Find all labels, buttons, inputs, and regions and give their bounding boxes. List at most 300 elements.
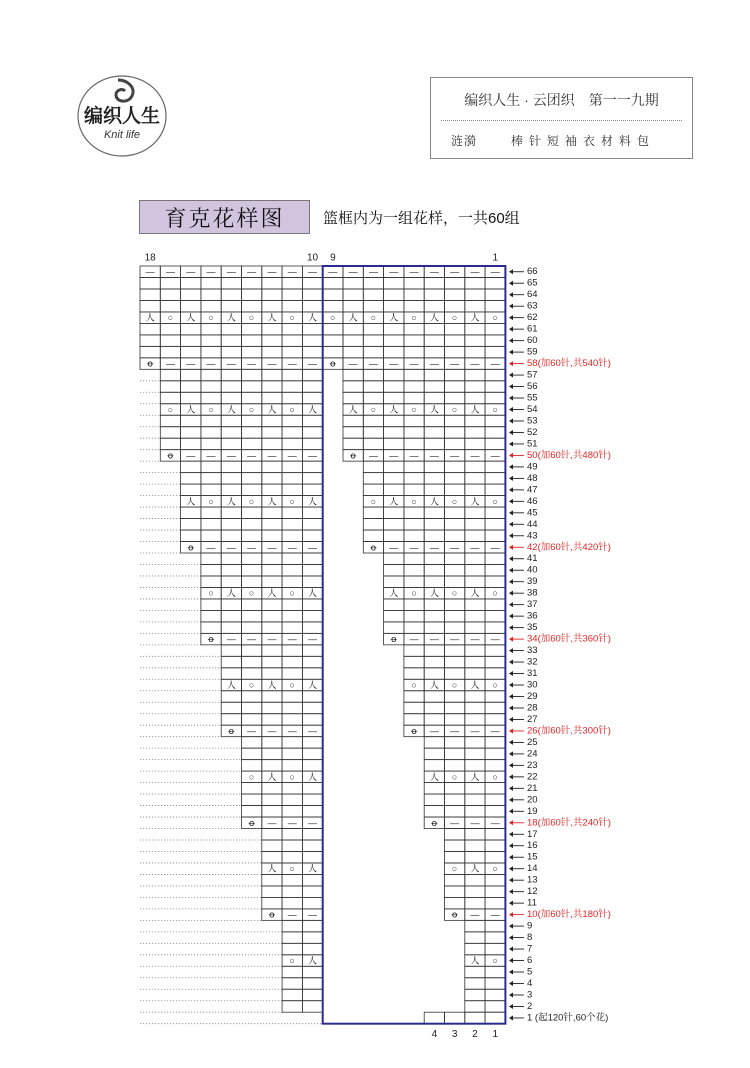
yarn-over-symbol: ○ [370,312,377,323]
chart-cell [242,323,262,334]
chart-cell [445,300,465,311]
chart-cell [363,392,383,403]
chart-cell [262,576,282,587]
chart-cell [262,427,282,438]
purl-symbol: — [247,634,257,645]
k2tog-symbol: 人 [470,312,480,323]
purl-symbol: — [287,725,297,736]
purl-symbol: — [165,358,175,369]
row-label: 50(加60针,共480针) [527,449,611,461]
purl-symbol: — [470,817,480,828]
chart-cell [221,438,241,449]
k2tog-symbol: 人 [389,588,399,599]
chart-cell [181,507,201,518]
chart-cell [465,599,485,610]
row-label: 61 [527,323,538,335]
yarn-over-symbol: ○ [248,312,255,323]
chart-cell [242,381,262,392]
chart-cell [363,300,383,311]
chart-cell [445,622,465,633]
purl-symbol: — [206,450,216,461]
chart-cell [404,289,424,300]
chart-cell [384,599,404,610]
purl-symbol: — [206,542,216,553]
chart-cell [181,392,201,403]
yarn-over-symbol: ○ [289,404,295,415]
chart-cell [485,829,505,840]
yarn-over-symbol: ○ [208,312,214,323]
chart-cell [445,691,465,702]
chart-cell [181,473,201,484]
chart-cell [282,484,302,495]
chart-cell [363,484,383,495]
chart-cell [262,300,282,311]
chart-cell [485,691,505,702]
chart-cell [160,335,180,346]
yarn-over-symbol: ○ [451,863,458,874]
chart-cell [262,806,282,817]
chart-cell [140,300,160,311]
row-arrow-head [509,774,513,779]
row-arrow-head [509,579,513,584]
purl-symbol: — [429,450,439,461]
purl-symbol: — [470,266,480,277]
chart-cell [262,346,282,357]
chart-cell [445,610,465,621]
k2tog-symbol: 人 [308,955,318,966]
chart-cell [302,576,322,587]
chart-cell [485,886,505,897]
purl-symbol: — [226,358,236,369]
chart-cell [485,473,505,484]
chart-cell [485,760,505,771]
chart-cell [242,484,262,495]
row-arrow-head [509,843,513,848]
row-label: 4 [527,978,533,989]
row-label: 18(加60针,共240针) [527,817,611,829]
chart-cell [282,599,302,610]
chart-cell [302,335,322,346]
purl-symbol: — [226,542,236,553]
row-label: 7 [527,943,533,955]
row-label: 9 [527,920,533,932]
k2tog-symbol: 人 [308,588,318,599]
chart-cell [485,851,505,862]
chart-cell [242,461,262,472]
k2tog-symbol: 人 [470,404,480,415]
row-arrow-head [509,418,513,423]
purl-symbol: — [186,266,196,277]
chart-cell [221,656,241,667]
chart-cell [384,530,404,541]
chart-cell [302,806,322,817]
make-one-symbol: ꝋ [248,817,255,828]
chart-cell [424,461,444,472]
yarn-over-symbol: ○ [492,955,498,966]
chart-cell [302,622,322,633]
bottom-column-label: 1 [492,1029,499,1041]
purl-symbol: — [287,266,297,277]
chart-cell [384,553,404,564]
yarn-over-symbol: ○ [248,680,255,691]
chart-cell [262,840,282,851]
row-arrow-head [509,304,513,309]
chart-cell [445,656,465,667]
chart-cell [242,599,262,610]
chart-cell [424,484,444,495]
purl-symbol: — [226,266,236,277]
chart-cell [302,897,322,908]
row-arrow-head [509,1015,513,1020]
yarn-over-symbol: ○ [248,496,255,507]
chart-cell [384,610,404,621]
chart-cell [181,335,201,346]
row-label: 39 [527,576,538,588]
chart-cell [242,392,262,403]
chart-cell [282,553,302,564]
purl-symbol: — [287,542,297,553]
chart-cell [384,381,404,392]
row-arrow-head [509,361,513,366]
chart-cell [363,427,383,438]
chart-cell [424,438,444,449]
chart-cell [424,427,444,438]
chart-cell [343,289,363,300]
chart-cell [404,645,424,656]
chart-cell [343,369,363,380]
chart-cell [445,415,465,426]
row-label: 20 [527,794,538,806]
row-arrow-head [509,625,513,630]
chart-cell [445,702,465,713]
chart-cell [485,438,505,449]
row-label: 12 [527,886,538,898]
chart-cell [221,668,241,679]
chart-cell [201,381,221,392]
chart-cell [262,714,282,725]
chart-cell [242,610,262,621]
purl-symbol: — [287,909,297,920]
chart-cell [282,840,302,851]
chart-cell [384,369,404,380]
chart-cell [404,564,424,575]
chart-cell [485,599,505,610]
chart-cell [465,806,485,817]
chart-cell [221,645,241,656]
row-arrow-head [509,705,513,710]
row-arrow-head [509,614,513,619]
purl-symbol: — [267,450,277,461]
row-arrow-head [509,292,513,297]
chart-cell [282,277,302,288]
yarn-over-symbol: ○ [330,312,336,323]
row-label: 6 [527,955,533,967]
chart-cell [404,438,424,449]
chart-cell [262,874,282,885]
row-label: 60 [527,335,538,347]
chart-cell [262,461,282,472]
chart-cell [424,783,444,794]
chart-cell [424,392,444,403]
chart-cell [221,473,241,484]
chart-cell [302,461,322,472]
chart-cell [404,691,424,702]
yarn-over-symbol: ○ [411,312,417,323]
chart-cell [363,277,383,288]
row-arrow-head [509,556,513,561]
chart-cell [465,737,485,748]
chart-cell [262,794,282,805]
chart-cell [160,438,180,449]
chart-cell [323,277,343,288]
row-label: 16 [527,840,538,852]
row-label: 48 [527,472,538,484]
chart-cell [221,622,241,633]
chart-cell [262,829,282,840]
chart-cell [262,507,282,518]
chart-cell [242,369,262,380]
row-label: 44 [527,518,538,530]
chart-cell [445,1012,465,1023]
chart-cell [242,806,262,817]
chart-cell [343,438,363,449]
row-arrow-head [509,683,513,688]
chart-cell [282,656,302,667]
chart-cell [140,289,160,300]
chart-cell [465,886,485,897]
chart-cell [384,335,404,346]
chart-cell [302,645,322,656]
chart-cell [404,323,424,334]
yarn-over-symbol: ○ [451,771,458,782]
chart-cell [363,507,383,518]
row-label: 22 [527,771,538,783]
purl-symbol: — [409,358,419,369]
purl-symbol: — [490,358,500,369]
chart-cell [445,645,465,656]
chart-cell [465,897,485,908]
chart-cell [282,645,302,656]
yarn-over-symbol: ○ [492,680,498,691]
chart-cell [221,702,241,713]
logo-text-cn: 编织人生 [83,106,161,127]
row-label: 28 [527,702,538,714]
chart-cell [221,519,241,530]
k2tog-symbol: 人 [429,312,439,323]
chart-cell [424,277,444,288]
chart-cell [465,335,485,346]
chart-cell [445,851,465,862]
chart-cell [201,507,221,518]
chart-cell [262,599,282,610]
chart-cell [221,610,241,621]
chart-cell [302,392,322,403]
chart-cell [445,381,465,392]
chart-cell [485,346,505,357]
chart-cell [282,610,302,621]
chart-cell [282,783,302,794]
k2tog-symbol: 人 [226,404,236,415]
chart-cell [181,438,201,449]
k2tog-symbol: 人 [226,680,236,691]
chart-cell [181,484,201,495]
purl-symbol: — [226,450,236,461]
chart-cell [363,438,383,449]
yarn-over-symbol: ○ [411,588,417,599]
chart-cell [221,427,241,438]
k2tog-symbol: 人 [226,496,236,507]
chart-cell [201,461,221,472]
chart-cell [302,427,322,438]
chart-cell [140,323,160,334]
chart-cell [424,519,444,530]
chart-cell [445,277,465,288]
row-label: 5 [527,966,533,978]
chart-cell [282,461,302,472]
purl-symbol: — [450,358,460,369]
chart-cell [302,484,322,495]
chart-cell [384,473,404,484]
chart-cell [445,576,465,587]
row-arrow-head [509,281,513,286]
purl-symbol: — [165,266,175,277]
chart-cell [404,427,424,438]
chart-cell [201,473,221,484]
k2tog-symbol: 人 [308,680,318,691]
column-label-9: 9 [330,252,336,264]
column-label-18: 18 [144,252,156,264]
chart-cell [465,519,485,530]
row-label: 19 [527,805,538,817]
chart-cell [262,656,282,667]
chart-cell [404,599,424,610]
chart-cell [302,1001,322,1012]
chart-cell [221,369,241,380]
chart-cell [465,484,485,495]
chart-cell [282,714,302,725]
row-label: 47 [527,484,538,496]
chart-cell [445,530,465,541]
purl-symbol: — [490,634,500,645]
chart-cell [282,943,302,954]
chart-cell [201,438,221,449]
chart-cell [445,289,465,300]
row-label: 14 [527,863,538,875]
k2tog-symbol: 人 [267,588,277,599]
make-one-symbol: ꝋ [349,450,357,461]
chart-cell [404,461,424,472]
chart-cell [302,656,322,667]
chart-cell [302,932,322,943]
chart-cell [445,473,465,484]
chart-cell [465,415,485,426]
chart-cell [424,576,444,587]
row-label: 45 [527,507,538,519]
chart-cell [485,381,505,392]
chart-cell [445,507,465,518]
chart-cell [445,714,465,725]
purl-symbol: — [450,542,460,553]
chart-cell [282,806,302,817]
row-label: 36 [527,610,538,622]
chart-cell [323,323,343,334]
k2tog-symbol: 人 [470,680,480,691]
purl-symbol: — [429,634,439,645]
yarn-over-symbol: ○ [248,771,255,782]
chart-cell [242,714,262,725]
chart-cell [424,300,444,311]
chart-cell [384,289,404,300]
chart-cell [302,760,322,771]
purl-symbol: — [409,542,419,553]
chart-cell [221,392,241,403]
chart-cell [242,530,262,541]
chart-cell [201,300,221,311]
purl-symbol: — [368,358,378,369]
make-one-symbol: ꝋ [451,909,458,920]
purl-symbol: — [409,266,419,277]
chart-cell [485,564,505,575]
row-arrow-head [509,487,513,492]
yarn-over-symbol: ○ [451,588,458,599]
chart-cell [282,507,302,518]
purl-symbol: — [308,450,318,461]
chart-cell [424,806,444,817]
chart-cell [302,507,322,518]
chart-cell [424,507,444,518]
chart-cell [242,438,262,449]
chart-cell [302,978,322,989]
row-label: 40 [527,564,538,576]
chart-cell [181,427,201,438]
chart-cell [404,530,424,541]
chart-cell [262,289,282,300]
row-arrow-head [509,464,513,469]
info-issue: 编织人生 · 云团织 第一一九期 [464,92,659,108]
chart-cell [181,415,201,426]
chart-cell [262,335,282,346]
yarn-over-symbol: ○ [492,496,498,507]
chart-cell [302,668,322,679]
purl-symbol: — [247,725,257,736]
yarn-over-symbol: ○ [492,771,498,782]
chart-cell [404,519,424,530]
chart-cell [181,323,201,334]
chart-cell [485,461,505,472]
chart-cell [384,622,404,633]
chart-cell [485,989,505,1000]
chart-cell [465,920,485,931]
yarn-over-symbol: ○ [208,496,214,507]
row-label: 8 [527,932,533,944]
yarn-over-symbol: ○ [289,496,295,507]
chart-cell [262,553,282,564]
row-arrow-head [509,441,513,446]
yarn-over-symbol: ○ [248,588,255,599]
chart-cell [445,599,465,610]
chart-cell [465,874,485,885]
chart-cell [485,932,505,943]
row-label: 49 [527,461,538,473]
chart-cell [485,794,505,805]
chart-cell [485,920,505,931]
row-arrow-head [509,751,513,756]
chart-cell [465,829,485,840]
row-arrow-head [509,866,513,871]
row-arrow-head [509,407,513,412]
purl-symbol: — [429,542,439,553]
chart-cell [465,381,485,392]
